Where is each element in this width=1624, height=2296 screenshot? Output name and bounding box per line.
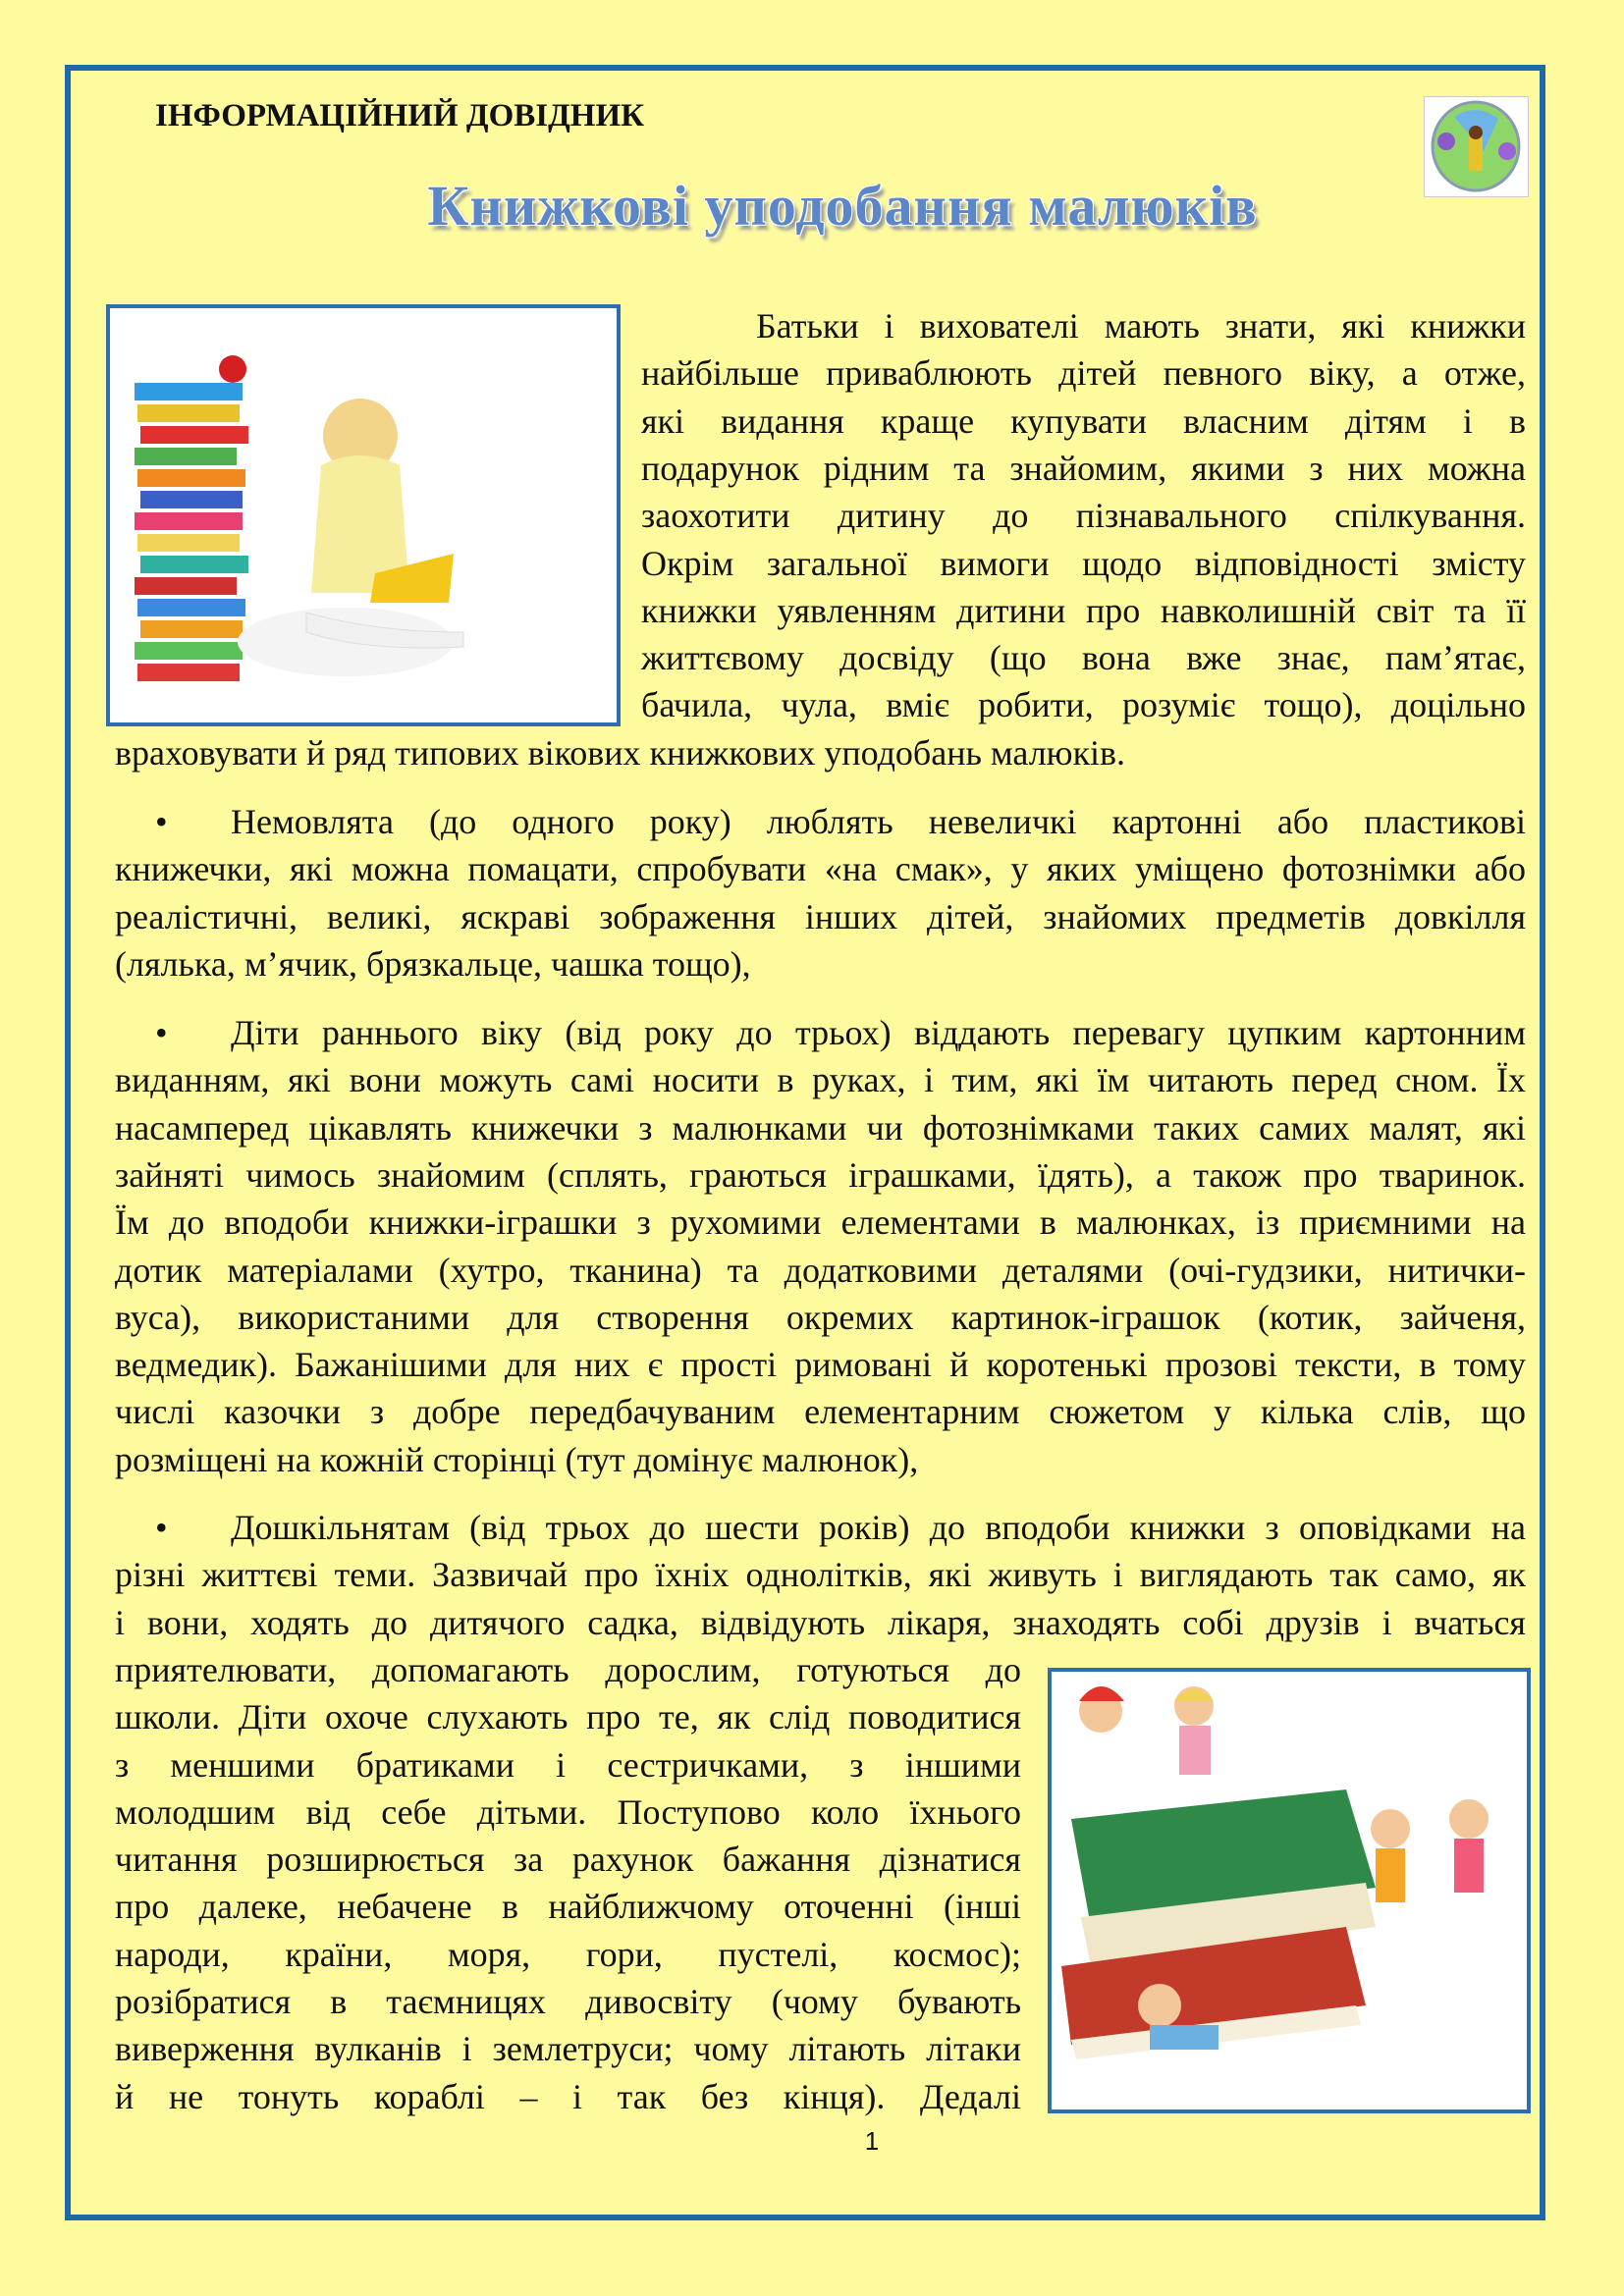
text-line: з меншими братиками і сестричками, з іншими	[115, 1744, 1021, 1785]
text-line: виданням, які вони можуть самі носити в руках, і тим, які їм читають перед сном. Їх	[115, 1060, 1526, 1100]
text-line: народи, країни, моря, гори, пустелі, космос);	[115, 1934, 1021, 1974]
text-line: різні життєві теми. Зазвичай про їхніх однолітків, які живуть і виглядають так само, як	[115, 1555, 1526, 1595]
document-category-label: ІНФОРМАЦІЙНИЙ ДОВІДНИК	[155, 98, 645, 133]
book-spine	[135, 383, 243, 400]
text-line: про далеке, небачене в найближчому оточенні (інші	[115, 1887, 1021, 1927]
text-line: книжки уявленням дитини про навколишній світ та її	[641, 590, 1526, 630]
children-on-books-illustration	[1048, 1668, 1531, 2113]
book-spine	[140, 620, 243, 638]
book-spine	[135, 448, 237, 465]
text-line: ведмедик). Бажанішими для них є прості римовані й коротенькі прозові тексти, в тому	[115, 1345, 1526, 1385]
text-line: розміщені на кожній сторінці (тут домінує малюнок),	[115, 1439, 919, 1479]
bullet-marker: •	[155, 1508, 168, 1547]
book-spine	[137, 534, 240, 552]
text-line: числі казочки з добре передбачуваним елементарним сюжетом у кілька слів, що	[115, 1392, 1526, 1432]
text-line: книжечки, які можна помацати, спробувати «на смак», у яких уміщено фотознімки або	[115, 849, 1526, 889]
book-spine	[137, 469, 245, 487]
text-line: зайняті чимось знайомим (сплять, граються іграшками, їдять), а також про тваринок.	[115, 1154, 1526, 1195]
text-line: і вони, ходять до дитячого садка, відвідують лікаря, знаходять собі друзів і вчаться	[115, 1602, 1526, 1642]
book-spine	[137, 599, 245, 616]
book-spine	[135, 642, 243, 660]
text-line: подарунок рідним та знайомим, якими з них можна	[641, 448, 1526, 488]
text-line: Окрім загальної вимоги щодо відповідності змісту	[641, 543, 1526, 583]
text-line: заохотити дитину до пізнавального спілкування.	[641, 496, 1526, 536]
book-spine	[135, 512, 243, 530]
text-line: дотик матеріалами (хутро, тканина) та додатковими деталями (очі-гудзики, нитички-	[115, 1250, 1526, 1290]
book-spine	[137, 664, 240, 681]
text-line: молодшим від себе дітьми. Поступово коло їхнього	[115, 1791, 1021, 1832]
text-line: Батьки і вихователі мають знати, які книжки	[756, 306, 1526, 346]
logo	[1424, 96, 1529, 197]
text-line: Дошкільнятам (від трьох до шести років) до вподоби книжки з оповідками на	[231, 1508, 1526, 1547]
text-line: (лялька, м’ячик, брязкальце, чашка тощо),	[115, 943, 751, 984]
text-line: враховувати й ряд типових вікових книжкових уподобань малюків.	[115, 732, 1126, 773]
text-line: насамперед цікавлять книжечки з малюнками чи фотознімками таких самих малят, які	[115, 1107, 1526, 1148]
text-line: вуса), використаними для створення окремих картинок-іграшок (котик, зайченя,	[115, 1297, 1526, 1337]
book-spine	[137, 404, 240, 422]
text-line: виверження вулканів і землетруси; чому літають літаки	[115, 2029, 1021, 2069]
text-line: життєвому досвіду (що вона вже знає, пам’ятає,	[641, 638, 1526, 678]
text-line: школи. Діти охоче слухають про те, як слід поводитися	[115, 1697, 1021, 1737]
text-line: Їм до вподоби книжки-іграшки з рухомими елементами в малюнках, із приємними на	[115, 1202, 1526, 1243]
text-line: бачила, чула, вміє робити, розуміє тощо), доцільно	[641, 685, 1526, 725]
book-spine	[140, 426, 248, 444]
text-line: які видання краще купувати власним дітям і в	[641, 400, 1526, 441]
girl-with-books-image	[106, 304, 621, 726]
text-line: реалістичні, великі, яскраві зображення інших дітей, знайомих предметів довкілля	[115, 896, 1526, 936]
text-line: приятелювати, допомагають дорослим, готуються до	[115, 1649, 1021, 1689]
text-line: й не тонуть кораблі – і так без кінця). Дедалі	[115, 2076, 1021, 2116]
text-line: Діти раннього віку (від року до трьох) віддають перевагу цупким картонним	[231, 1013, 1526, 1052]
page-number: 1	[864, 2126, 880, 2156]
book-spine	[135, 577, 237, 595]
bullet-marker: •	[155, 802, 168, 841]
book-spine	[140, 491, 243, 508]
text-line: Немовлята (до одного року) люблять невеличкі картонні або пластикові	[231, 802, 1526, 841]
book-spine	[140, 556, 248, 573]
page-title: Книжкові уподобання малюків	[427, 174, 1258, 238]
bullet-marker: •	[155, 1013, 168, 1052]
text-line: читання розширюється за рахунок бажання дізнатися	[115, 1840, 1021, 1880]
text-line: найбільше приваблюють дітей певного віку, а отже,	[641, 353, 1526, 394]
text-line: розібратися в таємницях дивосвіту (чому бувають	[115, 1982, 1021, 2021]
